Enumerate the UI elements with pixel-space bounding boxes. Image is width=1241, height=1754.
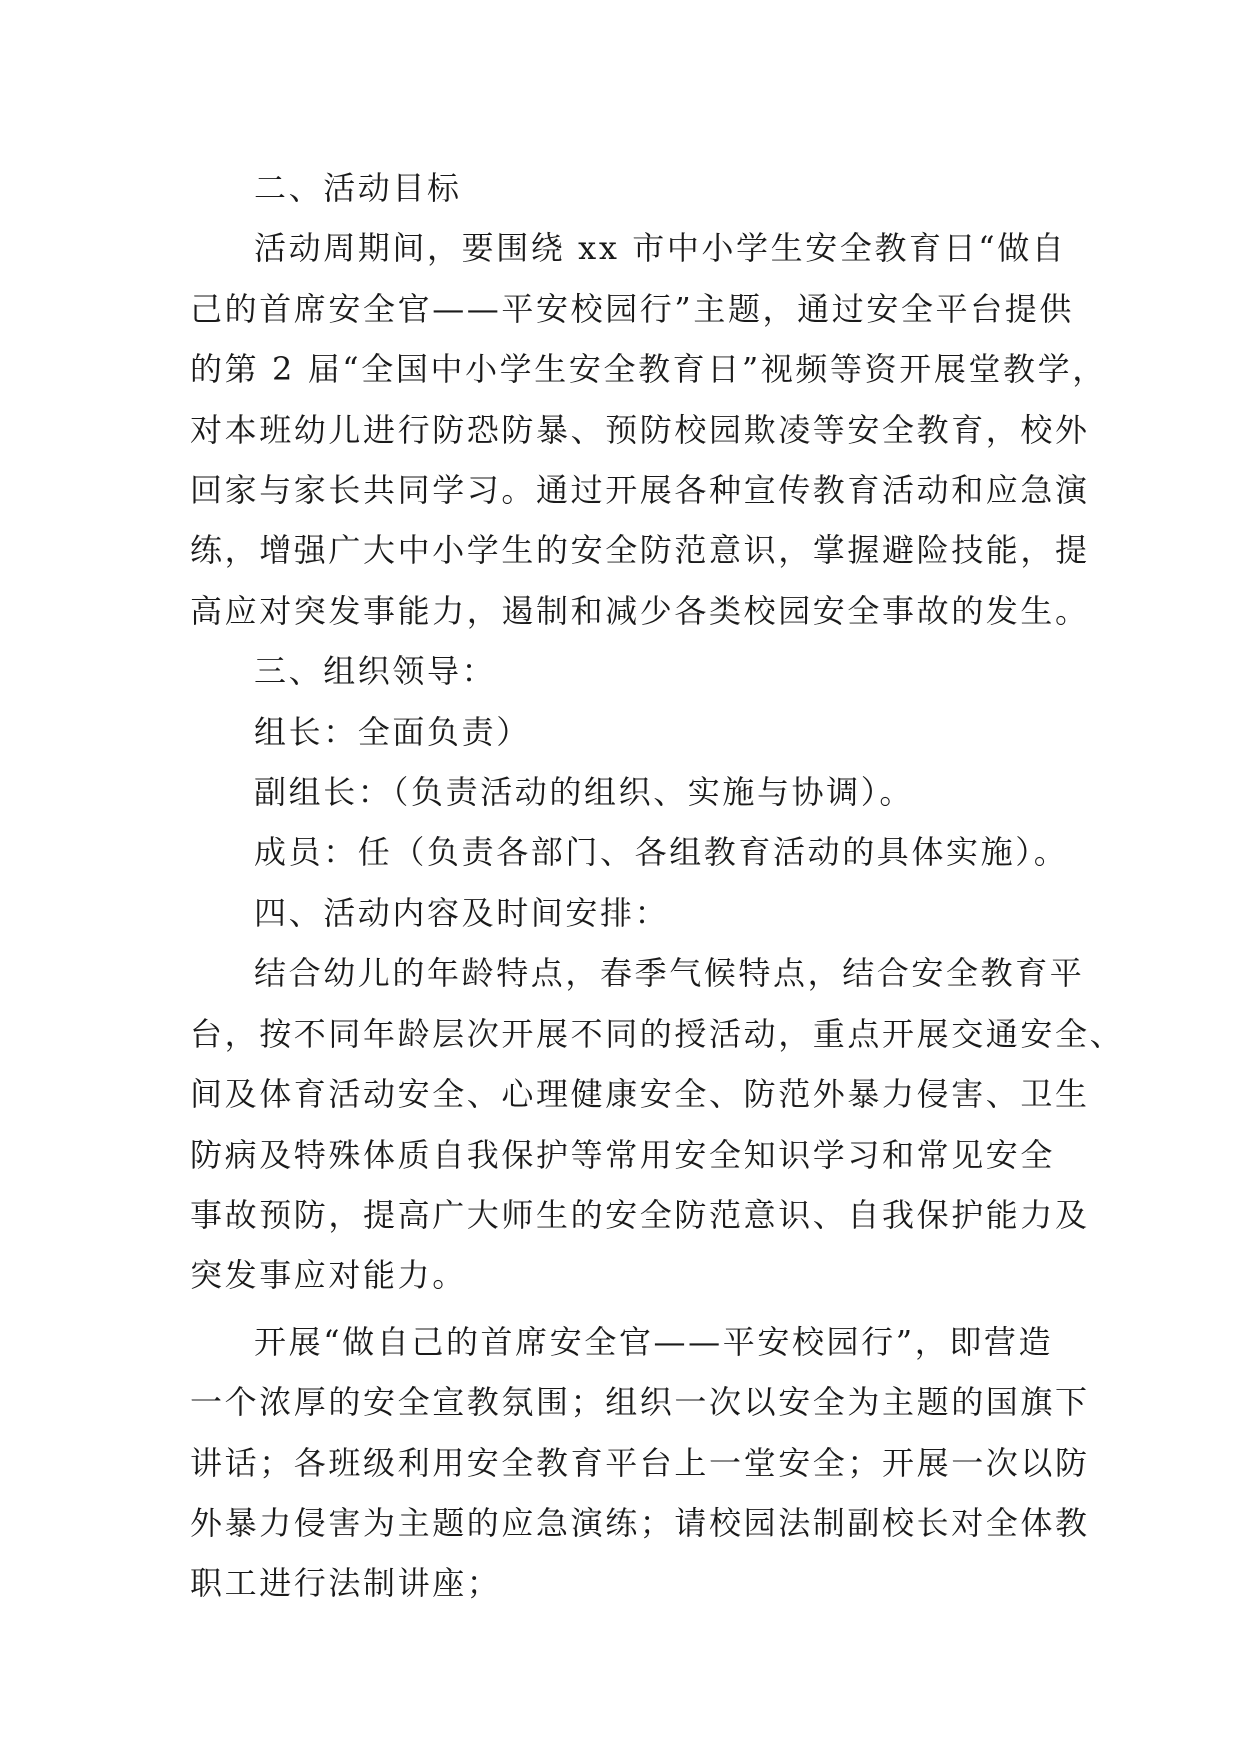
paragraph-line: 高应对突发事能力，遏制和减少各类校园安全事故的发生。 bbox=[190, 591, 1090, 630]
members-line: 成员：任（负责各部门、各组教育活动的具体实施）。 bbox=[254, 833, 1069, 872]
leader-line: 组长：全面负责） bbox=[254, 712, 531, 751]
paragraph-line: 对本班幼儿进行防恐防暴、预防校园欺凌等安全教育，校外 bbox=[190, 410, 1090, 449]
goals-paragraph bbox=[190, 218, 1107, 641]
paragraph-line: 职工进行法制讲座； bbox=[190, 1564, 502, 1603]
paragraph-line: 结合幼儿的年龄特点，春季气候特点，结合安全教育平 bbox=[254, 954, 1085, 993]
paragraph-line: 防病及特殊体质自我保护等常用安全知识学习和常见安全 bbox=[190, 1135, 1056, 1174]
paragraph-line: 的第 2 届“全国中小学生安全教育日”视频等资开展堂教学， bbox=[190, 350, 1107, 389]
paragraph-line: 开展“做自己的首席安全官——平安校园行”，即营造 bbox=[254, 1322, 1054, 1361]
schedule-paragraph-1 bbox=[190, 943, 1125, 1305]
paragraph-line: 一个浓厚的安全宣教氛围；组织一次以安全为主题的国旗下 bbox=[190, 1383, 1090, 1422]
section-heading-schedule: 四、活动内容及时间安排： bbox=[254, 893, 670, 932]
paragraph-line: 活动周期间，要围绕 xx 市中小学生安全教育日“做自 bbox=[254, 229, 1067, 268]
paragraph-line: 间及体育活动安全、心理健康安全、防范外暴力侵害、卫生 bbox=[190, 1075, 1090, 1114]
paragraph-line: 讲话；各班级利用安全教育平台上一堂安全；开展一次以防 bbox=[190, 1443, 1090, 1482]
paragraph-line: 突发事应对能力。 bbox=[190, 1256, 467, 1295]
paragraph-line: 练，增强广大中小学生的安全防范意识，掌握避险技能，提 bbox=[190, 531, 1090, 570]
paragraph-line: 事故预防，提高广大师生的安全防范意识、自我保护能力及 bbox=[190, 1195, 1090, 1234]
section-heading-goals: 二、活动目标 bbox=[254, 169, 462, 207]
deputy-leader-line: 副组长：（负责活动的组织、实施与协调）。 bbox=[254, 773, 915, 812]
paragraph-line: 己的首席安全官——平安校园行”主题，通过安全平台提供 bbox=[190, 289, 1074, 328]
paragraph-line: 台，按不同年龄层次开展不同的授活动，重点开展交通安全、 bbox=[190, 1014, 1125, 1053]
schedule-paragraph-2 bbox=[190, 1312, 1090, 1614]
document-body bbox=[190, 158, 1125, 1614]
paragraph-line: 外暴力侵害为主题的应急演练；请校园法制副校长对全体教 bbox=[190, 1503, 1090, 1542]
section-heading-organization: 三、组织领导： bbox=[254, 652, 497, 691]
paragraph-line: 回家与家长共同学习。通过开展各种宣传教育活动和应急演 bbox=[190, 471, 1090, 510]
